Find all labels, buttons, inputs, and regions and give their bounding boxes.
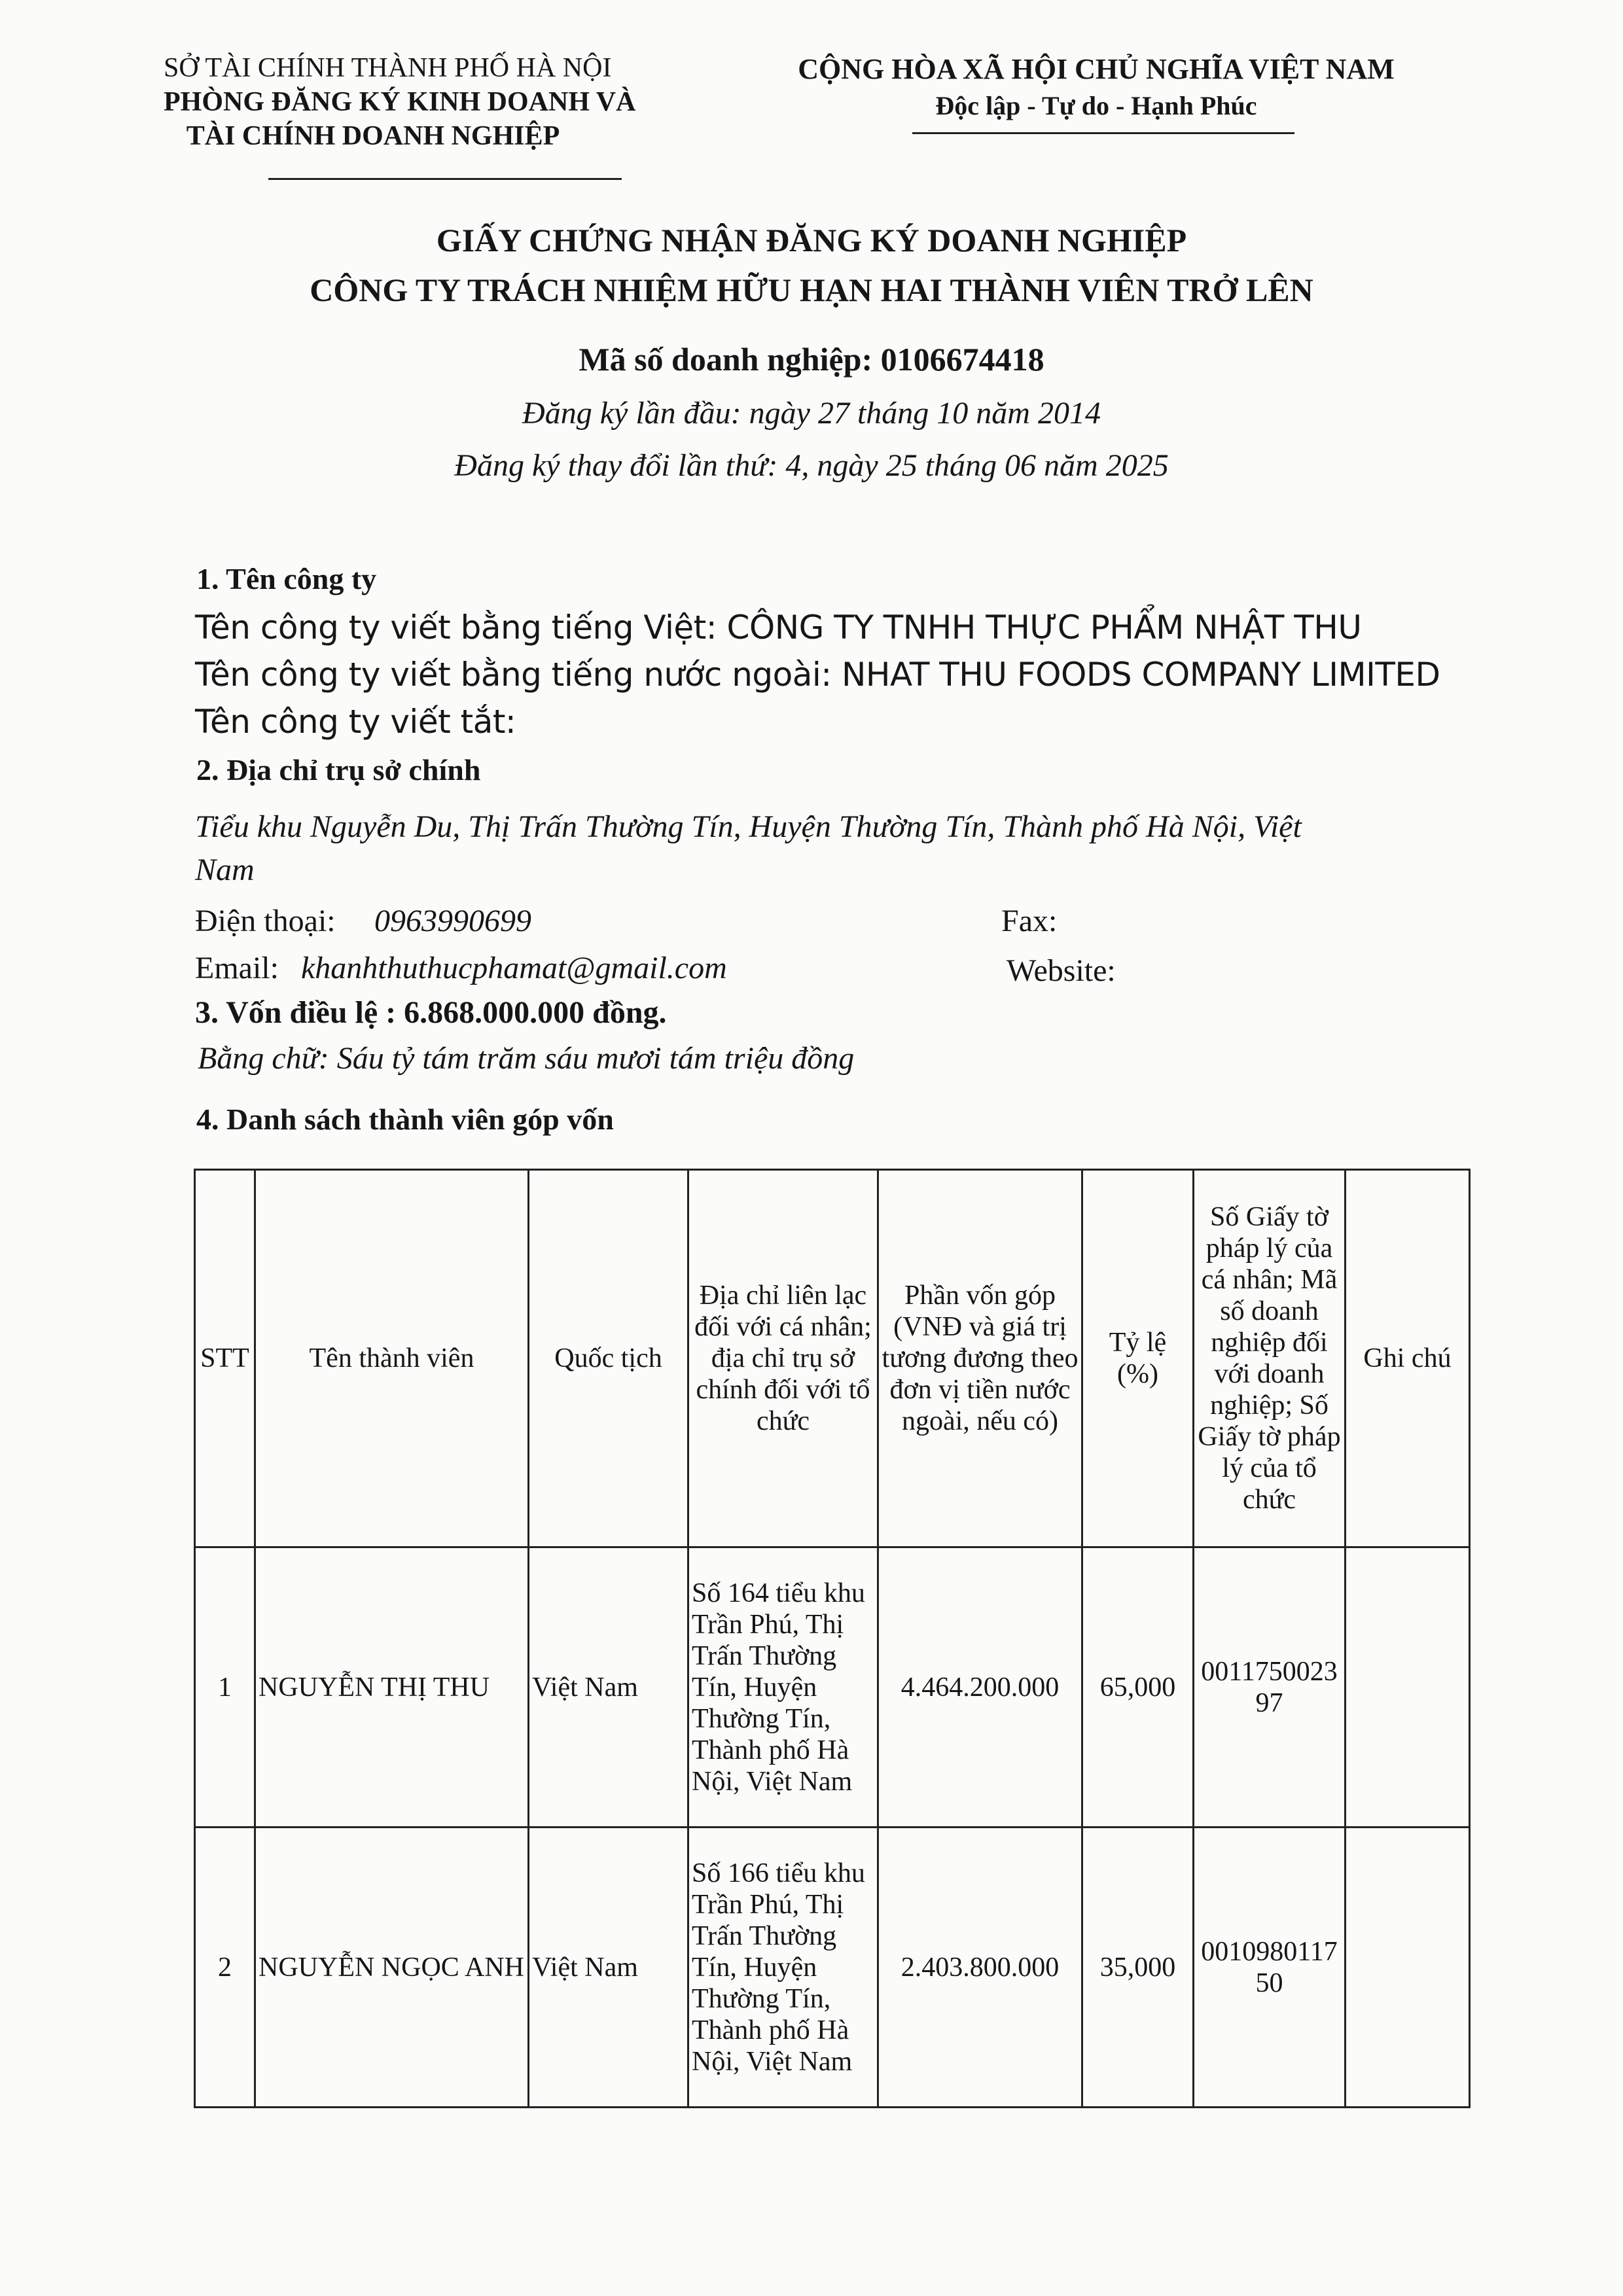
row-address: Số 166 tiểu khu Trần Phú, Thị Trấn Thường Tín, Huyện Thường Tín, Thành phố Hà Nội, Việt Nam	[688, 1828, 878, 2108]
company-name-vietnamese: Tên công ty viết bằng tiếng Việt: CÔNG TY TNHH THỰC PHẨM NHẬT THU	[195, 609, 1362, 646]
head-office-address-line-2: Nam	[195, 853, 255, 887]
col-legal-document: Số Giấy tờ pháp lý của cá nhân; Mã số doanh nghiệp đối với doanh nghiệp; Số Giấy tờ pháp lý của tổ chức	[1194, 1170, 1346, 1547]
charter-capital: 3. Vốn điều lệ : 6.868.000.000 đồng.	[195, 995, 667, 1030]
col-address: Địa chỉ liên lạc đối với cá nhân; địa chỉ trụ sở chính đối với tổ chức	[688, 1170, 878, 1547]
row-capital: 2.403.800.000	[878, 1828, 1082, 2108]
members-table	[194, 1169, 1471, 2108]
row-legal-document: 001175002397	[1194, 1547, 1346, 1828]
change-registration-date: Đăng ký thay đổi lần thứ: 4, ngày 25 tháng 06 năm 2025	[454, 448, 1169, 483]
authority-line-3: TÀI CHÍNH DOANH NGHIỆP	[186, 121, 560, 151]
document-subtitle: CÔNG TY TRÁCH NHIỆM HỮU HẠN HAI THÀNH VIÊN TRỞ LÊN	[310, 272, 1313, 308]
row-stt: 1	[195, 1547, 255, 1828]
phone-label: Điện thoại:	[195, 904, 336, 938]
fax-label: Fax:	[1001, 904, 1058, 938]
first-registration-date: Đăng ký lần đầu: ngày 27 tháng 10 năm 2014	[522, 396, 1101, 431]
col-member-name: Tên thành viên	[255, 1170, 529, 1547]
table-row	[195, 1828, 1470, 2108]
issuing-authority	[164, 51, 636, 153]
national-motto	[753, 51, 1440, 124]
col-nationality: Quốc tịch	[529, 1170, 688, 1547]
row-address: Số 164 tiểu khu Trần Phú, Thị Trấn Thường Tín, Huyện Thường Tín, Thành phố Hà Nội, Việt Nam	[688, 1547, 878, 1828]
charter-capital-in-words: Bằng chữ: Sáu tỷ tám trăm sáu mươi tám triệu đồng	[198, 1041, 855, 1076]
row-nationality: Việt Nam	[529, 1547, 688, 1828]
row-ratio: 35,000	[1082, 1828, 1194, 2108]
col-note: Ghi chú	[1346, 1170, 1470, 1547]
row-member-name: NGUYỄN NGỌC ANH	[255, 1828, 529, 2108]
company-name-foreign: Tên công ty viết bằng tiếng nước ngoài: NHAT THU FOODS COMPANY LIMITED	[195, 656, 1440, 694]
col-stt: STT	[195, 1170, 255, 1547]
section-4-heading: 4. Danh sách thành viên góp vốn	[196, 1103, 614, 1136]
motto-underline	[912, 132, 1294, 134]
row-note	[1346, 1828, 1470, 2108]
row-ratio: 65,000	[1082, 1547, 1194, 1828]
head-office-address-line-1: Tiểu khu Nguyễn Du, Thị Trấn Thường Tín, Huyện Thường Tín, Thành phố Hà Nội, Việt	[195, 809, 1302, 844]
motto-line-1: CỘNG HÒA XÃ HỘI CHỦ NGHĨA VIỆT NAM	[798, 53, 1395, 85]
table-row	[195, 1547, 1470, 1828]
company-name-short: Tên công ty viết tắt:	[195, 703, 516, 741]
phone-value: 0963990699	[374, 904, 531, 938]
section-1-heading: 1. Tên công ty	[196, 562, 377, 595]
authority-underline	[268, 178, 622, 180]
row-capital: 4.464.200.000	[878, 1547, 1082, 1828]
enterprise-code: Mã số doanh nghiệp: 0106674418	[579, 341, 1044, 378]
website-label: Website:	[1007, 953, 1116, 988]
email-value: khanhthuthucphamat@gmail.com	[301, 951, 727, 985]
authority-line-2: PHÒNG ĐĂNG KÝ KINH DOANH VÀ	[164, 87, 636, 117]
email-label: Email:	[195, 951, 279, 985]
table-header-row	[195, 1170, 1470, 1547]
col-ratio: Tỷ lệ (%)	[1082, 1170, 1194, 1547]
row-legal-document: 001098011750	[1194, 1828, 1346, 2108]
authority-line-1: SỞ TÀI CHÍNH THÀNH PHỐ HÀ NỘI	[164, 53, 612, 83]
row-stt: 2	[195, 1828, 255, 2108]
row-member-name: NGUYỄN THỊ THU	[255, 1547, 529, 1828]
section-2-heading: 2. Địa chỉ trụ sở chính	[196, 753, 481, 786]
document-title: GIẤY CHỨNG NHẬN ĐĂNG KÝ DOANH NGHIỆP	[436, 222, 1187, 258]
row-nationality: Việt Nam	[529, 1828, 688, 2108]
motto-line-2: Độc lập - Tự do - Hạnh Phúc	[935, 91, 1257, 120]
col-capital: Phần vốn góp (VNĐ và giá trị tương đương theo đơn vị tiền nước ngoài, nếu có)	[878, 1170, 1082, 1547]
row-note	[1346, 1547, 1470, 1828]
